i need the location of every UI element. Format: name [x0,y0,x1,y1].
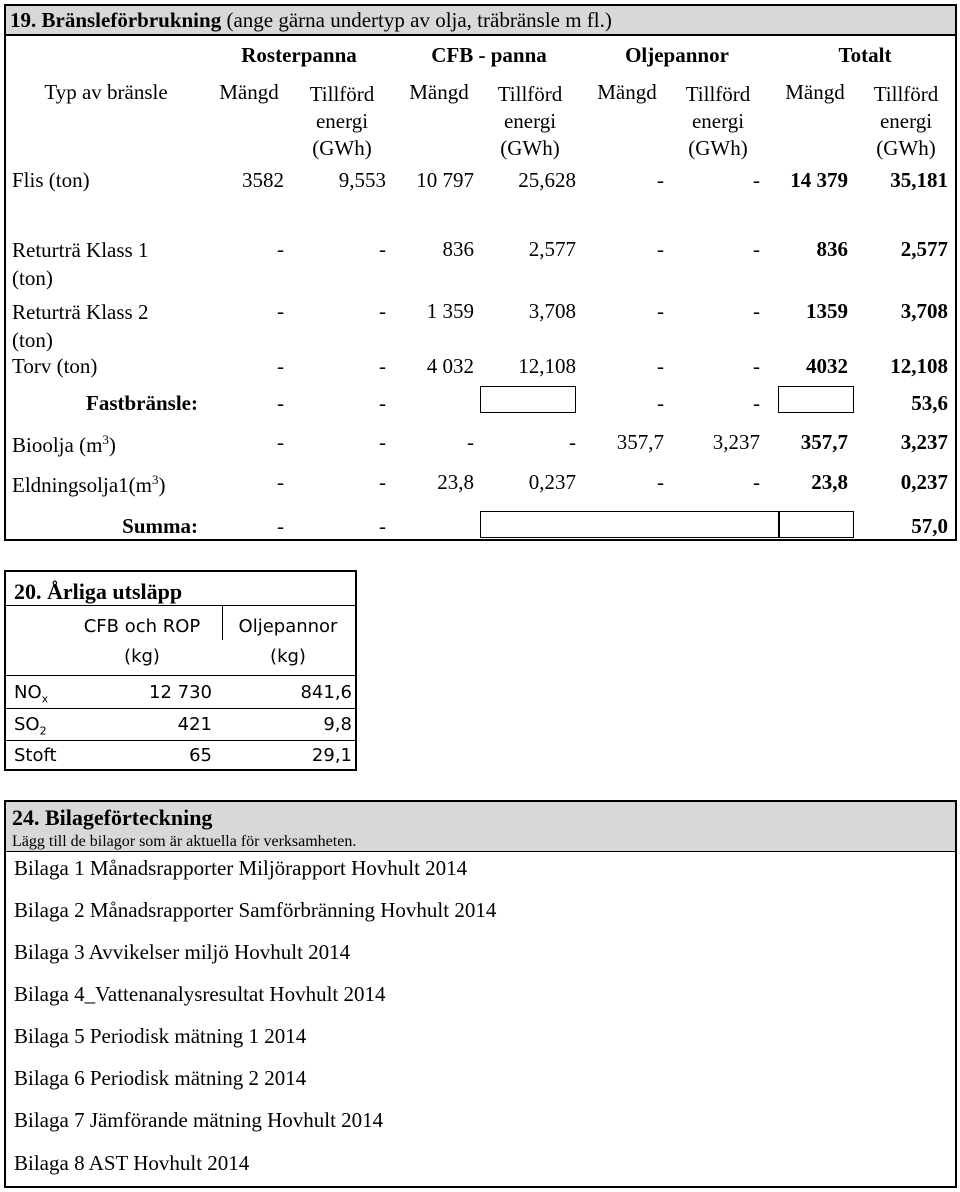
cell: - [753,391,760,415]
group-rosterpanna: Rosterpanna [241,43,357,67]
col-tillford-header: Tillförd energi (GWh) [873,82,939,160]
cell-total: 3,237 [900,430,948,454]
cell-total: 357,7 [800,430,848,454]
cell: - [379,470,386,494]
empty-cell [778,511,854,538]
cell: 10 797 [416,168,474,192]
cell: - [657,168,664,192]
section-fuel-consumption [4,4,957,541]
cell: - [657,299,664,323]
section-attachments [4,800,957,1188]
cell: - [277,237,284,261]
cell-total: 57,0 [911,514,948,538]
col-mangd-header: Mängd [785,80,845,104]
cell: 1 359 [426,299,474,323]
cell-total: 23,8 [811,470,848,494]
cell: 23,8 [437,470,474,494]
cell-total: 4032 [806,354,848,378]
cell: - [277,354,284,378]
cell: 3,237 [712,430,760,454]
empty-cell [778,386,854,413]
cell-total: 35,181 [890,168,948,192]
cell: 3,708 [528,299,576,323]
divider [6,708,355,709]
cell: - [569,430,576,454]
col-mangd-header: Mängd [597,80,657,104]
cell: - [753,299,760,323]
row-label-returtra-2: Returträ Klass 2 (ton) [12,300,149,352]
section-24-title: 24. Bilageförteckning [12,805,213,830]
section-19-header [6,6,955,36]
cell: - [467,430,474,454]
empty-cell [480,511,780,538]
cell: - [277,299,284,323]
group-totalt: Totalt [838,43,892,67]
col-header-cfb: CFB och ROP (kg) [83,616,201,667]
cell-total: 14 379 [790,168,848,192]
empty-cell [480,386,576,413]
cell-total: 1359 [806,299,848,323]
cell-total: 53,6 [911,391,948,415]
cell: 836 [442,237,474,261]
emission-value: 421 [177,714,212,735]
cell: - [753,168,760,192]
cell-total: 2,577 [900,237,948,261]
divider [6,740,355,741]
row-label-eldningsolja: $Eldningsolja1(m^3)$ [12,472,166,497]
cell: 0,237 [528,470,576,494]
cell: 357,7 [616,430,664,454]
cell: - [379,299,386,323]
cell-total: 836 [816,237,848,261]
cell: - [657,391,664,415]
row-label-flis: Flis (ton) [12,168,90,192]
attachment-item: Bilaga 7 Jämförande mätning Hovhult 2014 [14,1108,384,1132]
section-19-number: 19. [10,8,37,32]
section-20-title: 20. Årliga utsläpp [6,572,355,606]
cell: - [753,354,760,378]
cell-total: 12,108 [890,354,948,378]
section-19-title-note: (ange gärna undertyp av olja, träbränsle m fl.) [221,8,612,32]
row-label-returtra-1: Returträ Klass 1 (ton) [12,238,149,290]
col-mangd-header: Mängd [219,80,279,104]
cell: - [277,430,284,454]
attachment-item: Bilaga 1 Månadsrapporter Miljörapport Hovhult 2014 [14,856,468,880]
cell: 25,628 [518,168,576,192]
group-cfb: CFB - panna [431,43,547,67]
col-mangd-header: Mängd [409,80,469,104]
cell: - [379,237,386,261]
col-tillford-header: Tillförd energi (GWh) [497,82,563,160]
row-label-fastbransle: Fastbränsle: [86,391,198,415]
emission-label-nox: $NO_x$ [14,682,49,706]
cell-total: 0,237 [900,470,948,494]
section-annual-emissions [4,570,357,771]
emission-value: 29,1 [311,745,352,766]
emission-value: 12 730 [149,682,212,703]
cell: 3582 [242,168,284,192]
row-label-summa: Summa: [122,514,198,538]
cell-total: 3,708 [900,299,948,323]
attachment-item: Bilaga 6 Periodisk mätning 2 2014 [14,1066,307,1090]
attachment-item: Bilaga 4_Vattenanalysresultat Hovhult 2014 [14,982,386,1006]
col-type-header: Typ av bränsle [44,80,168,104]
section-19-title: Bränsleförbrukning [36,8,222,32]
cell: - [277,470,284,494]
row-label-torv: Torv (ton) [12,354,98,378]
cell: - [379,391,386,415]
cell: - [379,430,386,454]
cell: 9,553 [338,168,386,192]
cell: - [657,237,664,261]
emission-label-stoft: Stoft [14,745,57,766]
cell: - [657,354,664,378]
cell: - [277,514,284,538]
emission-value: 9,8 [323,714,352,735]
attachment-item: Bilaga 8 AST Hovhult 2014 [14,1151,250,1175]
col-tillford-header: Tillförd energi (GWh) [685,82,751,160]
attachment-item: Bilaga 5 Periodisk mätning 1 2014 [14,1024,307,1048]
section-24-header [6,802,955,852]
cell: - [657,470,664,494]
attachment-item: Bilaga 2 Månadsrapporter Samförbränning Hovhult 2014 [14,898,497,922]
cell: - [753,470,760,494]
cell: - [753,237,760,261]
emission-label-so2: $SO_2$ [14,714,47,738]
emission-value: 841,6 [300,682,352,703]
group-oljepannor: Oljepannor [625,43,729,67]
cell: 2,577 [528,237,576,261]
col-header-oljepannor: Oljepannor (kg) [238,616,338,667]
attachment-item: Bilaga 3 Avvikelser miljö Hovhult 2014 [14,940,351,964]
cell: - [277,391,284,415]
cell: 12,108 [518,354,576,378]
col-tillford-header: Tillförd energi (GWh) [309,82,375,160]
row-label-bioolja: Bioolja $(m^3)$ [12,432,116,457]
emission-value: 65 [189,745,212,766]
cell: - [379,354,386,378]
cell: - [379,514,386,538]
section-24-subtitle: Lägg till de bilagor som är aktuella för verksamheten. [12,833,357,850]
cell: 4 032 [426,354,474,378]
divider [6,675,355,676]
